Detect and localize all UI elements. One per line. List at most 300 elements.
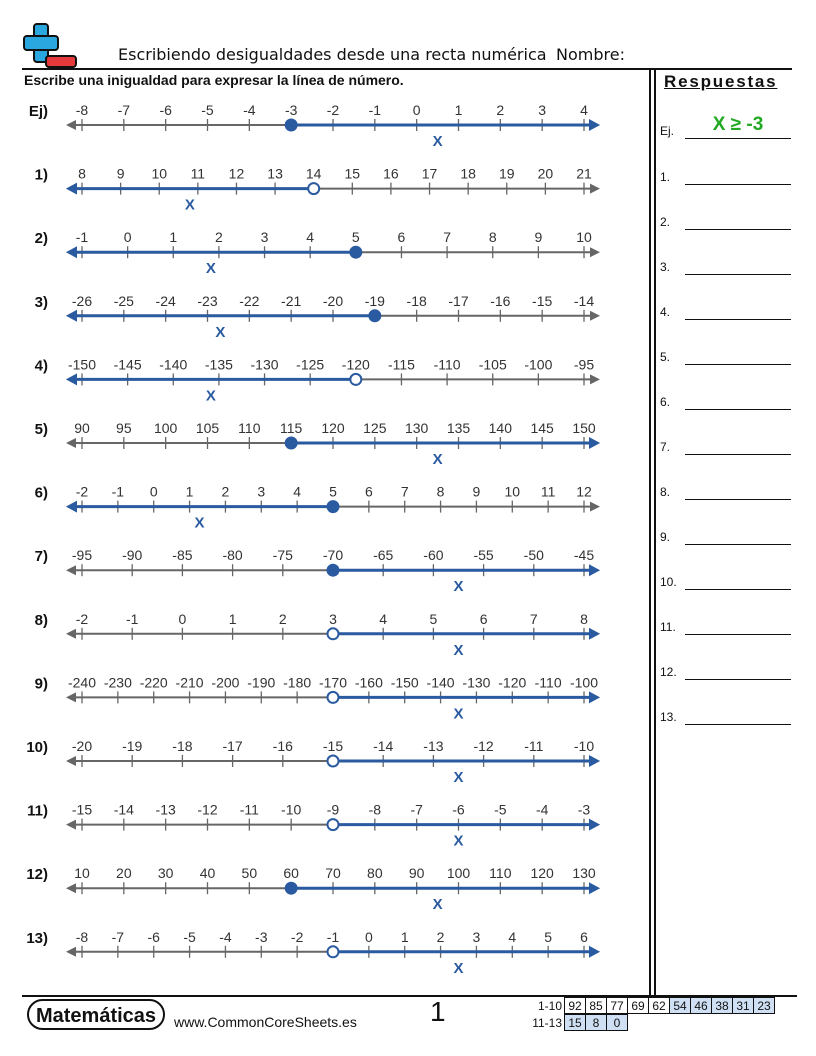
tick-label: 2	[436, 928, 445, 945]
tick-label: 5	[429, 610, 438, 627]
answer-blank-7[interactable]	[685, 454, 791, 455]
tick-label: 7	[443, 229, 451, 246]
tick-label: -190	[247, 674, 276, 691]
tick-label: 100	[153, 420, 178, 436]
answer-label-13: 13.	[660, 710, 677, 724]
tick-label: -130	[250, 356, 279, 373]
answer-blank-1[interactable]	[685, 184, 791, 185]
tick-label: -1	[75, 229, 89, 246]
problem-label: 13)	[26, 929, 48, 947]
answer-blank-8[interactable]	[685, 499, 791, 500]
axis-arrow-left	[66, 629, 76, 639]
tick-label: -7	[410, 801, 423, 818]
problem-label: 8)	[34, 611, 48, 629]
solution-arrow	[589, 691, 600, 703]
instructions: Escribe una inigualdad para expresar la línea de número.	[24, 72, 404, 88]
solution-arrow	[589, 819, 600, 831]
tick-label: -6	[452, 801, 465, 818]
solution-arrow	[66, 501, 77, 513]
open-point	[328, 946, 339, 957]
closed-point	[369, 310, 380, 321]
axis-arrow-right	[590, 374, 600, 384]
tick-label: -14	[113, 801, 134, 818]
problem-label: 11)	[27, 802, 48, 820]
tick-label: 2	[221, 483, 230, 500]
tick-label: -15	[71, 801, 93, 818]
tick-label: 130	[404, 420, 429, 436]
tick-label: 14	[305, 165, 322, 182]
tick-label: -23	[197, 292, 218, 309]
tick-label: 70	[325, 865, 341, 882]
open-point	[308, 183, 319, 194]
axis-arrow-left	[66, 692, 76, 702]
solution-arrow	[66, 310, 77, 322]
tick-label: -100	[524, 356, 553, 373]
variable-marker: X	[453, 959, 464, 977]
variable-marker: X	[453, 769, 464, 786]
variable-marker: X	[453, 641, 464, 659]
tick-label: 10	[151, 165, 168, 182]
score-cell: 85	[586, 998, 607, 1014]
score-table-1-10	[528, 997, 775, 1014]
tick-label: -145	[113, 356, 142, 373]
answer-label-8: 8.	[660, 485, 671, 499]
score-range-label: 11-13	[532, 1015, 562, 1030]
answer-label-7: 7.	[660, 440, 671, 454]
tick-label: -12	[473, 738, 494, 754]
tick-label: 4	[306, 229, 315, 246]
tick-label: -230	[103, 674, 132, 691]
tick-label: -6	[159, 102, 172, 118]
tick-label: 6	[580, 928, 588, 945]
tick-label: 140	[488, 420, 513, 436]
tick-label: 0	[412, 102, 421, 118]
tick-label: -75	[272, 547, 293, 564]
tick-label: 5	[544, 928, 553, 945]
tick-label: 110	[238, 420, 261, 436]
tick-label: 90	[74, 420, 90, 436]
solution-arrow	[589, 882, 600, 894]
tick-label: -45	[573, 547, 595, 564]
tick-label: -15	[322, 738, 344, 754]
closed-point	[328, 565, 339, 576]
tick-label: -5	[183, 928, 196, 945]
tick-label: 8	[488, 229, 497, 246]
score-cell: 15	[565, 1015, 586, 1031]
variable-marker: X	[432, 896, 443, 914]
tick-label: 130	[572, 865, 596, 882]
tick-label: 3	[472, 928, 481, 945]
tick-label: -1	[111, 483, 125, 500]
tick-label: -130	[462, 674, 491, 691]
variable-marker: X	[205, 260, 216, 278]
tick-label: -100	[569, 674, 599, 691]
tick-label: -14	[373, 738, 394, 754]
tick-label: -70	[322, 547, 344, 564]
solution-arrow	[589, 628, 600, 640]
tick-label: 1	[185, 483, 194, 500]
tick-label: -8	[368, 801, 382, 818]
tick-label: -105	[478, 356, 507, 373]
axis-arrow-left	[66, 883, 76, 893]
solution-arrow	[66, 183, 77, 195]
open-point	[328, 756, 339, 767]
tick-label: -19	[364, 292, 385, 309]
closed-point	[350, 247, 361, 258]
answer-label-11: 11.	[660, 620, 676, 634]
website-link[interactable]: www.CommonCoreSheets.es	[174, 1014, 357, 1030]
tick-label: -240	[67, 674, 97, 691]
tick-label: 80	[367, 865, 383, 882]
tick-label: -18	[172, 738, 193, 754]
tick-label: 20	[537, 165, 554, 182]
tick-label: 4	[293, 483, 302, 500]
tick-label: -5	[494, 801, 507, 818]
tick-label: 15	[344, 165, 361, 182]
tick-label: -1	[326, 928, 340, 945]
tick-label: 105	[195, 420, 220, 436]
problem-label: 3)	[34, 293, 48, 311]
tick-label: -12	[197, 801, 218, 818]
tick-label: -19	[122, 738, 143, 754]
tick-label: 110	[489, 865, 512, 882]
tick-label: 13	[267, 165, 283, 182]
problem-label: 4)	[34, 357, 48, 375]
tick-label: -55	[473, 547, 494, 564]
tick-label: -4	[535, 801, 549, 818]
tick-label: -120	[341, 356, 370, 373]
tick-label: 120	[321, 420, 345, 436]
variable-marker: X	[184, 196, 195, 214]
tick-label: -3	[284, 102, 298, 118]
tick-label: -22	[239, 292, 260, 309]
axis-arrow-left	[66, 947, 76, 957]
answer-label-4: 4.	[660, 305, 671, 319]
open-point	[328, 692, 339, 703]
tick-label: -160	[354, 674, 383, 691]
axis-arrow-right	[590, 502, 600, 512]
tick-label: 1	[228, 610, 237, 627]
answer-blank-4[interactable]	[685, 319, 791, 320]
problem-label: 9)	[34, 675, 48, 693]
answer-blank-2[interactable]	[685, 229, 791, 230]
subject-badge: Matemáticas	[27, 999, 165, 1030]
tick-label: 6	[364, 483, 373, 500]
axis-arrow-left	[66, 756, 76, 766]
tick-label: 120	[530, 865, 554, 882]
tick-label: -200	[211, 674, 240, 691]
tick-label: -21	[281, 292, 302, 309]
tick-label: -2	[326, 102, 340, 118]
tick-label: -14	[573, 292, 595, 309]
tick-label: -7	[117, 102, 131, 118]
tick-label: 19	[498, 165, 515, 182]
tick-label: 90	[408, 865, 425, 882]
tick-label: -13	[423, 738, 444, 754]
variable-marker: X	[453, 832, 464, 850]
tick-label: -135	[204, 356, 233, 373]
tick-label: 125	[363, 420, 387, 436]
variable-marker: X	[205, 387, 216, 405]
tick-label: -20	[322, 292, 344, 309]
variable-marker: X	[432, 451, 443, 468]
tick-label: 30	[157, 865, 174, 882]
tick-label: -11	[524, 738, 544, 754]
tick-label: 10	[576, 229, 592, 246]
tick-label: -16	[490, 292, 511, 309]
score-cell: 77	[607, 998, 628, 1014]
tick-label: -6	[147, 928, 160, 945]
closed-point	[286, 438, 297, 449]
solution-arrow	[589, 119, 600, 131]
axis-arrow-left	[66, 438, 76, 448]
tick-label: 2	[278, 610, 287, 627]
tick-label: 5	[329, 483, 337, 500]
tick-label: 3	[260, 229, 269, 246]
tick-label: 9	[472, 483, 481, 500]
axis-arrow-right	[590, 311, 600, 321]
axis-arrow-left	[66, 120, 76, 130]
tick-label: 2	[215, 229, 223, 246]
problem-label: 2)	[34, 230, 48, 248]
tick-label: 8	[78, 165, 86, 182]
answer-blank-3[interactable]	[685, 274, 791, 275]
tick-label: 0	[149, 483, 158, 500]
tick-label: -2	[75, 483, 89, 500]
tick-label: -18	[406, 292, 427, 309]
tick-label: 16	[383, 165, 399, 182]
tick-label: -85	[172, 547, 193, 564]
tick-label: -140	[426, 674, 455, 691]
tick-label: -125	[296, 356, 325, 373]
tick-label: 7	[529, 610, 538, 627]
tick-label: 4	[508, 928, 517, 945]
tick-label: 100	[446, 865, 471, 882]
tick-label: 3	[257, 483, 266, 500]
tick-label: -7	[111, 928, 125, 945]
tick-label: 1	[169, 229, 178, 246]
closed-point	[328, 501, 339, 512]
solution-arrow	[66, 373, 77, 385]
tick-label: 11	[190, 165, 206, 182]
answer-label-2: 2.	[660, 215, 671, 229]
answer-blank-11[interactable]	[685, 634, 791, 635]
answer-label-10: 10.	[660, 575, 677, 589]
tick-label: 8	[580, 610, 588, 627]
tick-label: -180	[283, 674, 312, 691]
tick-label: -15	[532, 292, 553, 309]
problem-label: 5)	[34, 421, 48, 438]
open-point	[328, 628, 339, 639]
score-range-label: 1-10	[537, 998, 562, 1013]
open-point	[328, 819, 339, 830]
tick-label: 135	[446, 420, 471, 436]
tick-label: -24	[155, 292, 176, 309]
answer-label-12: 12.	[660, 665, 677, 679]
axis-arrow-left	[66, 820, 76, 830]
tick-label: -10	[573, 738, 595, 754]
tick-label: 12	[228, 165, 245, 182]
tick-label: 6	[479, 610, 488, 627]
tick-label: 4	[379, 610, 388, 627]
variable-marker: X	[432, 133, 443, 150]
tick-label: -2	[75, 610, 89, 627]
tick-label: -210	[175, 674, 204, 691]
tick-label: -11	[239, 801, 259, 818]
name-label: Nombre:	[556, 45, 625, 64]
tick-label: 50	[241, 865, 258, 882]
tick-label: 10	[504, 483, 521, 500]
tick-label: 8	[436, 483, 445, 500]
answers-title: Respuestas	[664, 72, 778, 91]
score-cell: 31	[733, 998, 754, 1014]
tick-label: -1	[125, 610, 139, 627]
tick-label: 1	[400, 928, 409, 945]
answer-blank-6[interactable]	[685, 409, 791, 410]
tick-label: -10	[281, 801, 302, 818]
tick-label: 11	[540, 483, 556, 500]
tick-label: -13	[155, 801, 176, 818]
answer-example-label: Ej.	[660, 124, 675, 138]
tick-label: 4	[580, 102, 588, 118]
answer-label-1: 1.	[660, 170, 671, 184]
answer-label-6: 6.	[660, 395, 671, 409]
tick-label: 10	[74, 865, 90, 882]
tick-label: 2	[496, 102, 505, 118]
worksheet-title: Escribiendo desigualdades desde una recta numérica	[118, 45, 547, 64]
tick-label: 6	[397, 229, 406, 246]
tick-label: 0	[364, 928, 373, 945]
problem-label: Ej)	[28, 103, 48, 120]
tick-label: -220	[139, 674, 168, 691]
variable-marker: X	[194, 514, 205, 532]
open-point	[350, 374, 361, 385]
answer-label-9: 9.	[660, 530, 671, 544]
tick-label: -5	[201, 102, 214, 118]
answer-blank-10[interactable]	[685, 589, 791, 590]
tick-label: 21	[576, 165, 592, 182]
tick-label: -95	[71, 547, 93, 564]
tick-label: -140	[159, 356, 188, 373]
answer-label-3: 3.	[660, 260, 671, 274]
score-cell: 8	[586, 1015, 607, 1031]
tick-label: -1	[368, 102, 382, 118]
solution-arrow	[589, 564, 600, 576]
score-cell: 38	[712, 998, 733, 1014]
problem-label: 7)	[34, 548, 48, 566]
tick-label: 17	[421, 165, 438, 182]
variable-marker: X	[453, 705, 464, 723]
closed-point	[286, 120, 297, 131]
closed-point	[286, 883, 297, 894]
tick-label: -17	[448, 292, 469, 309]
tick-label: 115	[280, 420, 303, 436]
column-divider	[654, 68, 656, 995]
tick-label: -3	[577, 801, 591, 818]
tick-label: -95	[573, 356, 595, 373]
tick-label: 0	[123, 229, 132, 246]
answer-example-value: X ≥ -3	[712, 114, 764, 135]
tick-label: -80	[222, 547, 243, 564]
tick-label: 1	[454, 102, 463, 118]
axis-arrow-right	[590, 247, 600, 257]
solution-arrow	[66, 246, 77, 258]
tick-label: -3	[255, 928, 268, 945]
tick-label: -115	[387, 356, 415, 373]
variable-marker: X	[453, 578, 464, 596]
answer-blank-5[interactable]	[685, 364, 791, 365]
tick-label: 0	[178, 610, 187, 627]
solution-arrow	[589, 437, 600, 449]
tick-label: -110	[534, 674, 562, 691]
problem-label: 10)	[26, 739, 48, 756]
tick-label: 18	[460, 165, 476, 182]
tick-label: -150	[67, 356, 97, 373]
page-number: 1	[430, 996, 446, 1027]
problem-label: 12)	[26, 866, 48, 884]
tick-label: 12	[576, 483, 592, 500]
tick-label: -8	[75, 928, 89, 945]
tick-label: 9	[534, 229, 543, 246]
answer-example-line	[685, 138, 791, 139]
tick-label: 40	[199, 865, 216, 882]
score-cell: 92	[565, 998, 586, 1014]
tick-label: -150	[390, 674, 419, 691]
tick-label: 7	[400, 483, 409, 500]
tick-label: 145	[530, 420, 554, 436]
tick-label: -9	[326, 801, 340, 818]
tick-label: -26	[71, 292, 93, 309]
tick-label: -65	[373, 547, 394, 564]
answer-blank-9[interactable]	[685, 544, 791, 545]
axis-arrow-right	[590, 184, 600, 194]
tick-label: 95	[116, 420, 132, 436]
tick-label: 20	[116, 865, 132, 882]
tick-label: 9	[116, 165, 125, 182]
tick-label: -20	[71, 738, 93, 754]
tick-label: -17	[222, 738, 243, 754]
score-cell: 54	[670, 998, 691, 1014]
tick-label: -50	[523, 547, 544, 564]
score-cell: 23	[754, 998, 775, 1014]
score-cell: 46	[691, 998, 712, 1014]
tick-label: -90	[122, 547, 143, 564]
score-cell: 62	[649, 998, 670, 1014]
answer-blank-13[interactable]	[685, 724, 791, 725]
tick-label: -16	[272, 738, 293, 754]
variable-marker: X	[215, 323, 226, 341]
problem-label: 6)	[34, 484, 48, 502]
tick-label: 150	[572, 420, 596, 436]
answer-label-5: 5.	[660, 350, 671, 364]
tick-label: -2	[290, 928, 304, 945]
tick-label: -4	[243, 102, 256, 118]
tick-label: -60	[423, 547, 444, 564]
score-table-11-13	[528, 1014, 628, 1031]
answer-blank-12[interactable]	[685, 679, 791, 680]
solution-arrow	[589, 755, 600, 767]
tick-label: -4	[219, 928, 232, 945]
score-cell: 69	[628, 998, 649, 1014]
problem-label: 1)	[34, 166, 48, 184]
tick-label: 3	[538, 102, 547, 118]
tick-label: -170	[318, 674, 348, 691]
tick-label: 3	[329, 610, 337, 627]
tick-label: -25	[113, 292, 134, 309]
tick-label: -120	[498, 674, 527, 691]
axis-arrow-left	[66, 565, 76, 575]
tick-label: -8	[75, 102, 89, 118]
